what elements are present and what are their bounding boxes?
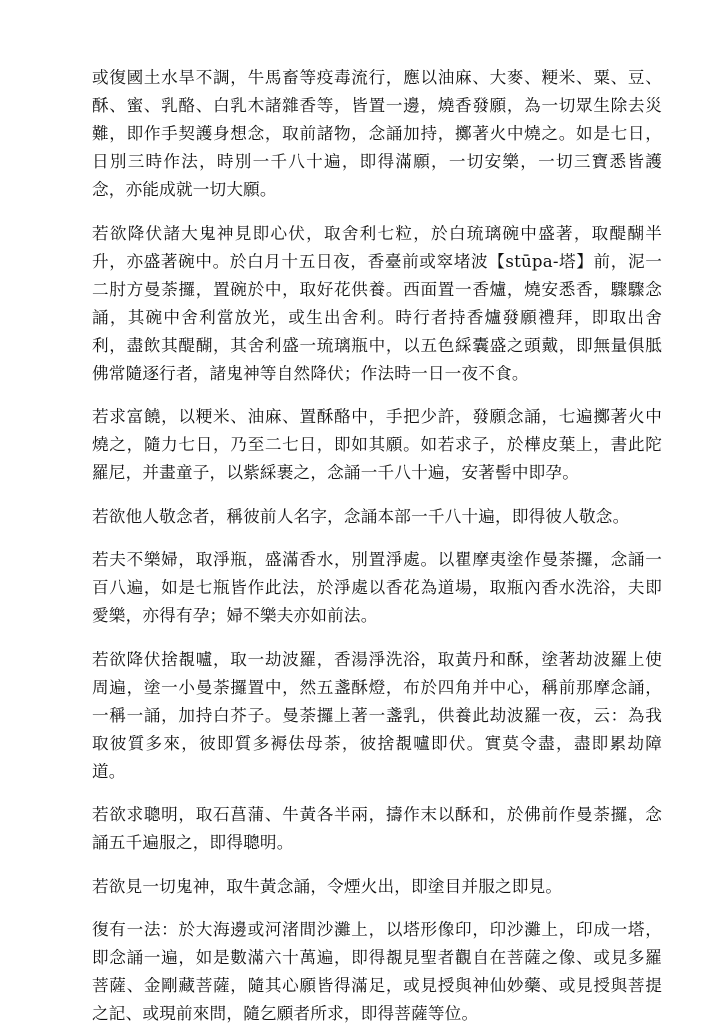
paragraph-9: 復有一法：於大海邊或河渚間沙灘上，以塔形像印，印沙灘上，印成一塔，即念誦一遍，如是數滿六十萬遍，即得覩見聖者觀自在菩薩之像、或見多羅菩薩、金剛藏菩薩，隨其心願皆得滿足，或見授與神仙妙藥、或見授與菩提之記、或現前來問，隨乞願者所求，即得菩薩等位。 [92,920,662,1023]
document-body [92,64,662,1028]
paragraph-3: 若求富饒，以粳米、油麻、置酥酪中，手把少許，發願念誦，七遍擲著火中燒之，隨力七日，乃至二七日，即如其願。如若求子，於樺皮葉上，書此陀羅尼，并畫童子，以紫綵裹之，念誦一千八十遍，安著髻中即孕。 [92,407,662,482]
paragraph-7: 若欲求聰明，取石菖蒲、牛黃各半兩，擣作末以酥和，於佛前作曼荼攞，念誦五千遍服之，即得聰明。 [92,805,662,852]
paragraph-1: 或復國土水旱不調，牛馬畜等疫毒流行，應以油麻、大麥、粳米、粟、豆、酥、蜜、乳酪、白乳木諸雜香等，皆置一邊，燒香發願，為一切眾生除去災難，即作手契護身想念，取前諸物，念誦加持，擲著火中燒之。如是七日，日別三時作法，時別一千八十遍，即得滿願，一切安樂，一切三寶悉皆護念，亦能成就一切大願。 [92,68,662,199]
paragraph-2: 若欲降伏諸大鬼神見即心伏，取舍利七粒，於白琉璃碗中盛著，取醍醐半升，亦盛著碗中。於白月十五日夜，香臺前或窣堵波【stūpa-塔】前，泥一二肘方曼荼攞，置碗於中，取好花供養。西面置一香爐，燒安悉香，驟驟念誦，其碗中舍利當放光，或生出舍利。時行者持香爐發願禮拜，即取出舍利，盡飲其醍醐，其舍利盛一琉璃瓶中，以五色綵囊盛之頭戴，即無量俱胝佛常隨逐行者，諸鬼神等自然降伏；作法時一日一夜不食。 [92,223,662,383]
paragraph-5: 若夫不樂婦，取淨瓶，盛滿香水，別置淨處。以瞿摩夷塗作曼荼攞，念誦一百八遍，如是七瓶皆作此法，於淨處以香花為道場，取瓶內香水洗浴，夫即愛樂，亦得有孕；婦不樂夫亦如前法。 [92,550,662,625]
paragraph-6: 若欲降伏捨覩嚧，取一劫波羅，香湯淨洗浴，取黃丹和酥，塗著劫波羅上使周遍，塗一小曼荼攞置中，然五盞酥燈，布於四角并中心，稱前那摩念誦，一稱一誦，加持白芥子。曼荼攞上著一盞乳，供養此劫波羅一夜，云：為我取彼質多來，彼即質多褥佉母荼，彼捨覩嚧即伏。實莫令盡，盡即累劫障道。 [92,649,662,781]
paragraph-8: 若欲見一切鬼神，取牛黃念誦，令煙火出，即塗目并服之即見。 [92,876,563,896]
paragraph-4: 若欲他人敬念者，稱彼前人名字，念誦本部一千八十遍，即得彼人敬念。 [92,506,630,526]
